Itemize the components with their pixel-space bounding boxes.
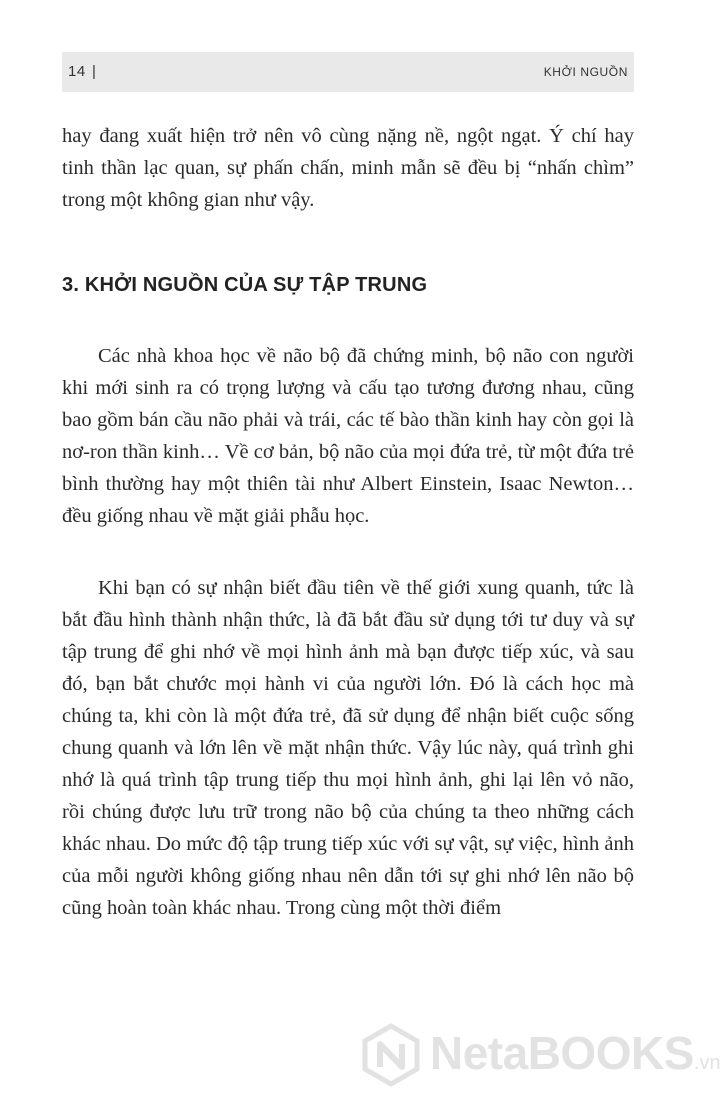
watermark-suffix: .vn bbox=[693, 1052, 721, 1074]
body-paragraph-2: Khi bạn có sự nhận biết đầu tiên về thế giới xung quanh, tức là bắt đầu hình thành nhận thức, là đã bắt đầu sử dụng tới tư duy và sự tập trung để ghi nhớ về mọi hình ảnh mà bạn được tiếp xúc, và sau đó, bạn bắt chước mọi hành vi của người lớn. Đó là cách học mà chúng ta, khi còn là một đứa trẻ, đã sử dụng để nhận biết cuộc sống chung quanh và lớn lên về mặt nhận thức. Vậy lúc này, quá trình ghi nhớ là quá trình tập trung tiếp thu mọi hình ảnh, ghi lại lên vỏ não, rồi chúng được lưu trữ trong não bộ của chúng ta theo những cách khác nhau. Do mức độ tập trung tiếp xúc với sự vật, sự việc, hình ảnh của mỗi người không giống nhau nên dẫn tới sự ghi nhớ lên não bộ cũng hoàn toàn khác nhau. Trong cùng một thời điểm bbox=[62, 577, 634, 919]
running-header bbox=[62, 52, 634, 92]
page-number: 14 bbox=[68, 63, 86, 80]
running-title: KHỞI NGUỒN bbox=[543, 65, 628, 79]
watermark-text bbox=[430, 1026, 721, 1080]
watermark bbox=[360, 1018, 721, 1102]
header-separator: | bbox=[92, 63, 96, 80]
continued-paragraph: hay đang xuất hiện trở nên vô cùng nặng nề, ngột ngạt. Ý chí hay tinh thần lạc quan, sự phấn chấn, minh mẫn sẽ đều bị “nhấn chìm” trong một không gian như vậy. bbox=[62, 125, 634, 211]
watermark-brand: NetaBOOKS bbox=[430, 1027, 694, 1079]
netabooks-logo-icon bbox=[360, 1024, 422, 1086]
section-heading: 3. KHỞI NGUỒN CỦA SỰ TẬP TRUNG bbox=[62, 274, 428, 296]
body-paragraph-1: Các nhà khoa học về não bộ đã chứng minh, bộ não con người khi mới sinh ra có trọng lượng và cấu tạo tương đương nhau, cũng bao gồm bán cầu não phải và trái, các tế bào thần kinh hay còn gọi là nơ-ron thần kinh… Về cơ bản, bộ não của mọi đứa trẻ, từ một đứa trẻ bình thường hay một thiên tài như Albert Einstein, Isaac Newton… đều giống nhau về mặt giải phẫu học. bbox=[62, 345, 634, 527]
